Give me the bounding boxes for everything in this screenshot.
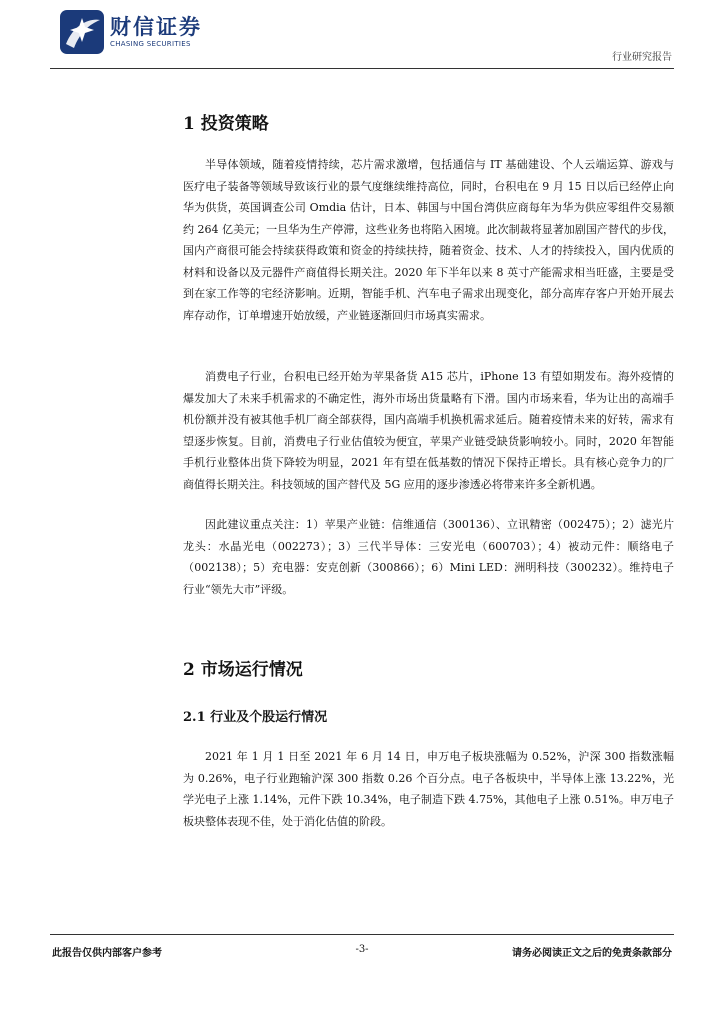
subsection-heading-industry-stocks: 2.1 行业及个股运行情况 — [183, 710, 328, 725]
logo-mark-icon — [60, 10, 104, 54]
paragraph-semiconductor: 半导体领域，随着疫情持续，芯片需求激增，包括通信与 IT 基础建设、个人云端运算、游戏与医疗电子装备等领域导致该行业的景气度继续维持高位，同时，台积电在 9 月 15 日以后已经停止向华为供货，英国调查公司 Omdia 估计，日本、韩国与中国台湾供应商每年为华为供应零组件交易额约 264 亿美元；一旦华为生产停滞，这些业务也将陷入困境。此次制裁将显著加剧国产替代的步伐，国内产商很可能会持续获得政策和资金的持续扶持，随着资金、技术、人才的持续投入，国内优质的材料和设备以及元器件产商值得长期关注。2020 年下半年以来 8 英寸产能需求相当旺盛，主要是受到在家工作等的宅经济影响。近期，智能手机、汽车电子需求出现变化，部分高库存客户开始开展去库存动作，订单增速开始放缓，产业链逐渐回归市场真实需求。 — [183, 158, 674, 322]
footer-divider — [50, 934, 674, 935]
paragraph-recommendations: 因此建议重点关注：1）苹果产业链：信维通信（300136）、立讯精密（002475）；2）滤光片龙头：水晶光电（002273）；3）三代半导体：三安光电（600703）；4）被动元件：顺络电子（002138）；5）充电器：安克创新（300866）；6）Mini LED：洲明科技（300232）。维持电子行业“领先大市”评级。 — [183, 518, 674, 596]
logo-chinese-name: 财信证券 — [110, 15, 202, 39]
paragraph-consumer-electronics: 消费电子行业，台积电已经开始为苹果备货 A15 芯片，iPhone 13 有望如期发布。海外疫情的爆发加大了未来手机需求的不确定性，海外市场出货量略有下滑。国内市场来看，华为让出的高端手机份额并没有被其他手机厂商全部获得，国内高端手机换机需求延后。随着疫情未来的好转，需求有望逐步恢复。目前，消费电子行业估值较为便宜，苹果产业链受缺货影响较小。同时，2020 年智能手机行业整体出货下降较为明显，2021 年有望在低基数的情况下保持正增长。具有核心竞争力的厂商值得长期关注。科技领域的国产替代及 5G 应用的逐步渗透必将带来许多全新机遇。 — [183, 370, 674, 491]
page-number: -3- — [355, 944, 369, 955]
header-divider — [50, 68, 674, 69]
page-header — [0, 0, 724, 70]
footer-disclaimer-notice: 请务必阅读正文之后的免责条款部分 — [512, 948, 672, 959]
paragraph-market-performance: 2021 年 1 月 1 日至 2021 年 6 月 14 日，申万电子板块涨幅为 0.52%，沪深 300 指数涨幅为 0.26%，电子行业跑输沪深 300 指数 0.26 个百分点。电子各板块中，半导体上涨 13.22%，光学光电子上涨 1.14%，元件下跌 10.34%，电子制造下跌 4.75%，其他电子上涨 0.51%。申万电子板块整体表现不佳，处于消化估值的阶段。 — [183, 750, 674, 828]
company-logo — [60, 10, 202, 54]
section-heading-market-operation: 2 市场运行情况 — [183, 660, 303, 680]
section-heading-investment-strategy: 1 投资策略 — [183, 114, 269, 134]
report-type-label: 行业研究报告 — [612, 52, 672, 63]
logo-english-name: CHASING SECURITIES — [110, 40, 191, 48]
footer-internal-notice: 此报告仅供内部客户参考 — [52, 948, 162, 959]
